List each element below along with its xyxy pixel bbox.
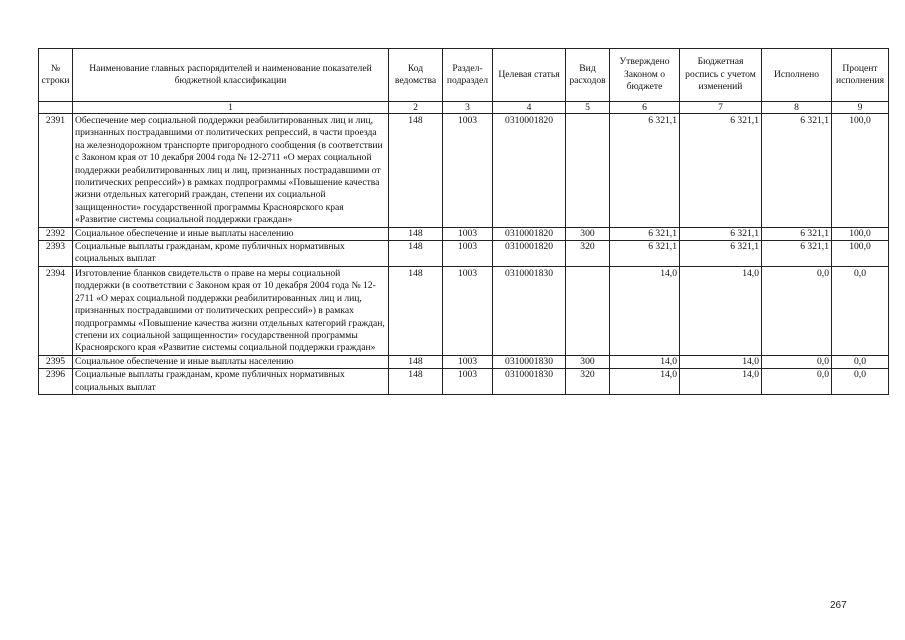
cell-target: 0310001830 [493, 369, 566, 395]
cell-schedule: 6 321,1 [680, 227, 762, 240]
column-number: 9 [832, 102, 889, 114]
column-number: 3 [443, 102, 493, 114]
table-row [39, 241, 889, 267]
header-schedule: Бюджетная роспись с учетом изменений [680, 49, 762, 102]
cell-row-no: 2396 [39, 369, 73, 395]
cell-kind: 300 [566, 355, 610, 368]
cell-section: 1003 [443, 227, 493, 240]
cell-target: 0310001820 [493, 241, 566, 267]
cell-dept-code: 148 [389, 241, 443, 267]
table-row [39, 114, 889, 228]
cell-schedule: 6 321,1 [680, 241, 762, 267]
cell-percent: 100,0 [832, 241, 889, 267]
column-number: 2 [389, 102, 443, 114]
cell-name: Обеспечение мер социальной поддержки реабилитированных лиц и лиц, признанных пострадавшими от политических репрессий, в части проезда на железнодорожном транспорте пригородного сообщения (в соответствии с Законом края от 10 декабря 2004 года № 12-2711 «О мерах социальной поддержки реабилитированных лиц и лиц, признанных пострадавшими от политических репрессий») в рамках подпрограммы «Повышение качества жизни отдельных категорий граждан, степени их социальной защищенности» государственной программы Красноярского края «Развитие системы социальной поддержки граждан» [73, 114, 389, 228]
cell-section: 1003 [443, 355, 493, 368]
header-row-no: № строки [39, 49, 73, 102]
header-approved: Утверждено Законом о бюджете [610, 49, 680, 102]
cell-percent: 0,0 [832, 266, 889, 355]
header-name: Наименование главных распорядителей и наименование показателей бюджетной классификации [73, 49, 389, 102]
cell-name: Изготовление бланков свидетельств о праве на меры социальной поддержки (в соответствии с Законом края от 10 декабря 2004 года № 12-2711 «О мерах социальной поддержки реабилитированных лиц и лиц, признанных пострадавшими от политических репрессий») в рамках подпрограммы «Повышение качества жизни отдельных категорий граждан, степени их социальной защищенности» государственной программы Красноярского края «Развитие системы социальной поддержки граждан» [73, 266, 389, 355]
header-dept-code: Код ведомства [389, 49, 443, 102]
document-sheet [38, 48, 888, 395]
header-row [39, 49, 889, 102]
column-number: 7 [680, 102, 762, 114]
cell-dept-code: 148 [389, 369, 443, 395]
cell-target: 0310001820 [493, 114, 566, 228]
column-number: 1 [73, 102, 389, 114]
cell-dept-code: 148 [389, 266, 443, 355]
cell-dept-code: 148 [389, 227, 443, 240]
cell-name: Социальное обеспечение и иные выплаты населению [73, 227, 389, 240]
cell-section: 1003 [443, 114, 493, 228]
cell-approved: 6 321,1 [610, 114, 680, 228]
cell-target: 0310001830 [493, 266, 566, 355]
cell-percent: 0,0 [832, 369, 889, 395]
cell-executed: 0,0 [762, 266, 832, 355]
cell-row-no: 2393 [39, 241, 73, 267]
cell-name: Социальные выплаты гражданам, кроме публичных нормативных социальных выплат [73, 241, 389, 267]
cell-approved: 14,0 [610, 369, 680, 395]
cell-row-no: 2395 [39, 355, 73, 368]
table-row [39, 266, 889, 355]
header-percent: Процент исполнения [832, 49, 889, 102]
column-number: 5 [566, 102, 610, 114]
cell-kind: 320 [566, 369, 610, 395]
cell-schedule: 6 321,1 [680, 114, 762, 228]
cell-target: 0310001820 [493, 227, 566, 240]
cell-row-no: 2391 [39, 114, 73, 228]
header-target: Целевая статья [493, 49, 566, 102]
cell-row-no: 2394 [39, 266, 73, 355]
cell-name: Социальное обеспечение и иные выплаты населению [73, 355, 389, 368]
header-section: Раздел-подраздел [443, 49, 493, 102]
cell-approved: 6 321,1 [610, 227, 680, 240]
page-number: 267 [830, 600, 847, 611]
cell-dept-code: 148 [389, 114, 443, 228]
cell-approved: 6 321,1 [610, 241, 680, 267]
cell-approved: 14,0 [610, 355, 680, 368]
cell-executed: 0,0 [762, 369, 832, 395]
cell-executed: 6 321,1 [762, 114, 832, 228]
cell-kind: 300 [566, 227, 610, 240]
cell-percent: 100,0 [832, 114, 889, 228]
cell-executed: 0,0 [762, 355, 832, 368]
cell-schedule: 14,0 [680, 369, 762, 395]
header-executed: Исполнено [762, 49, 832, 102]
cell-dept-code: 148 [389, 355, 443, 368]
cell-schedule: 14,0 [680, 266, 762, 355]
table-row [39, 355, 889, 368]
cell-section: 1003 [443, 266, 493, 355]
cell-target: 0310001830 [493, 355, 566, 368]
cell-row-no: 2392 [39, 227, 73, 240]
column-number: 4 [493, 102, 566, 114]
cell-approved: 14,0 [610, 266, 680, 355]
cell-schedule: 14,0 [680, 355, 762, 368]
budget-execution-table [38, 48, 889, 395]
cell-percent: 100,0 [832, 227, 889, 240]
table-row [39, 369, 889, 395]
cell-executed: 6 321,1 [762, 227, 832, 240]
column-number: 6 [610, 102, 680, 114]
cell-section: 1003 [443, 369, 493, 395]
cell-percent: 0,0 [832, 355, 889, 368]
column-number [39, 102, 73, 114]
cell-name: Социальные выплаты гражданам, кроме публичных нормативных социальных выплат [73, 369, 389, 395]
column-numbers-row [39, 102, 889, 114]
cell-kind [566, 266, 610, 355]
column-number: 8 [762, 102, 832, 114]
cell-executed: 6 321,1 [762, 241, 832, 267]
cell-kind: 320 [566, 241, 610, 267]
header-kind: Вид расходов [566, 49, 610, 102]
table-row [39, 227, 889, 240]
cell-section: 1003 [443, 241, 493, 267]
cell-kind [566, 114, 610, 228]
